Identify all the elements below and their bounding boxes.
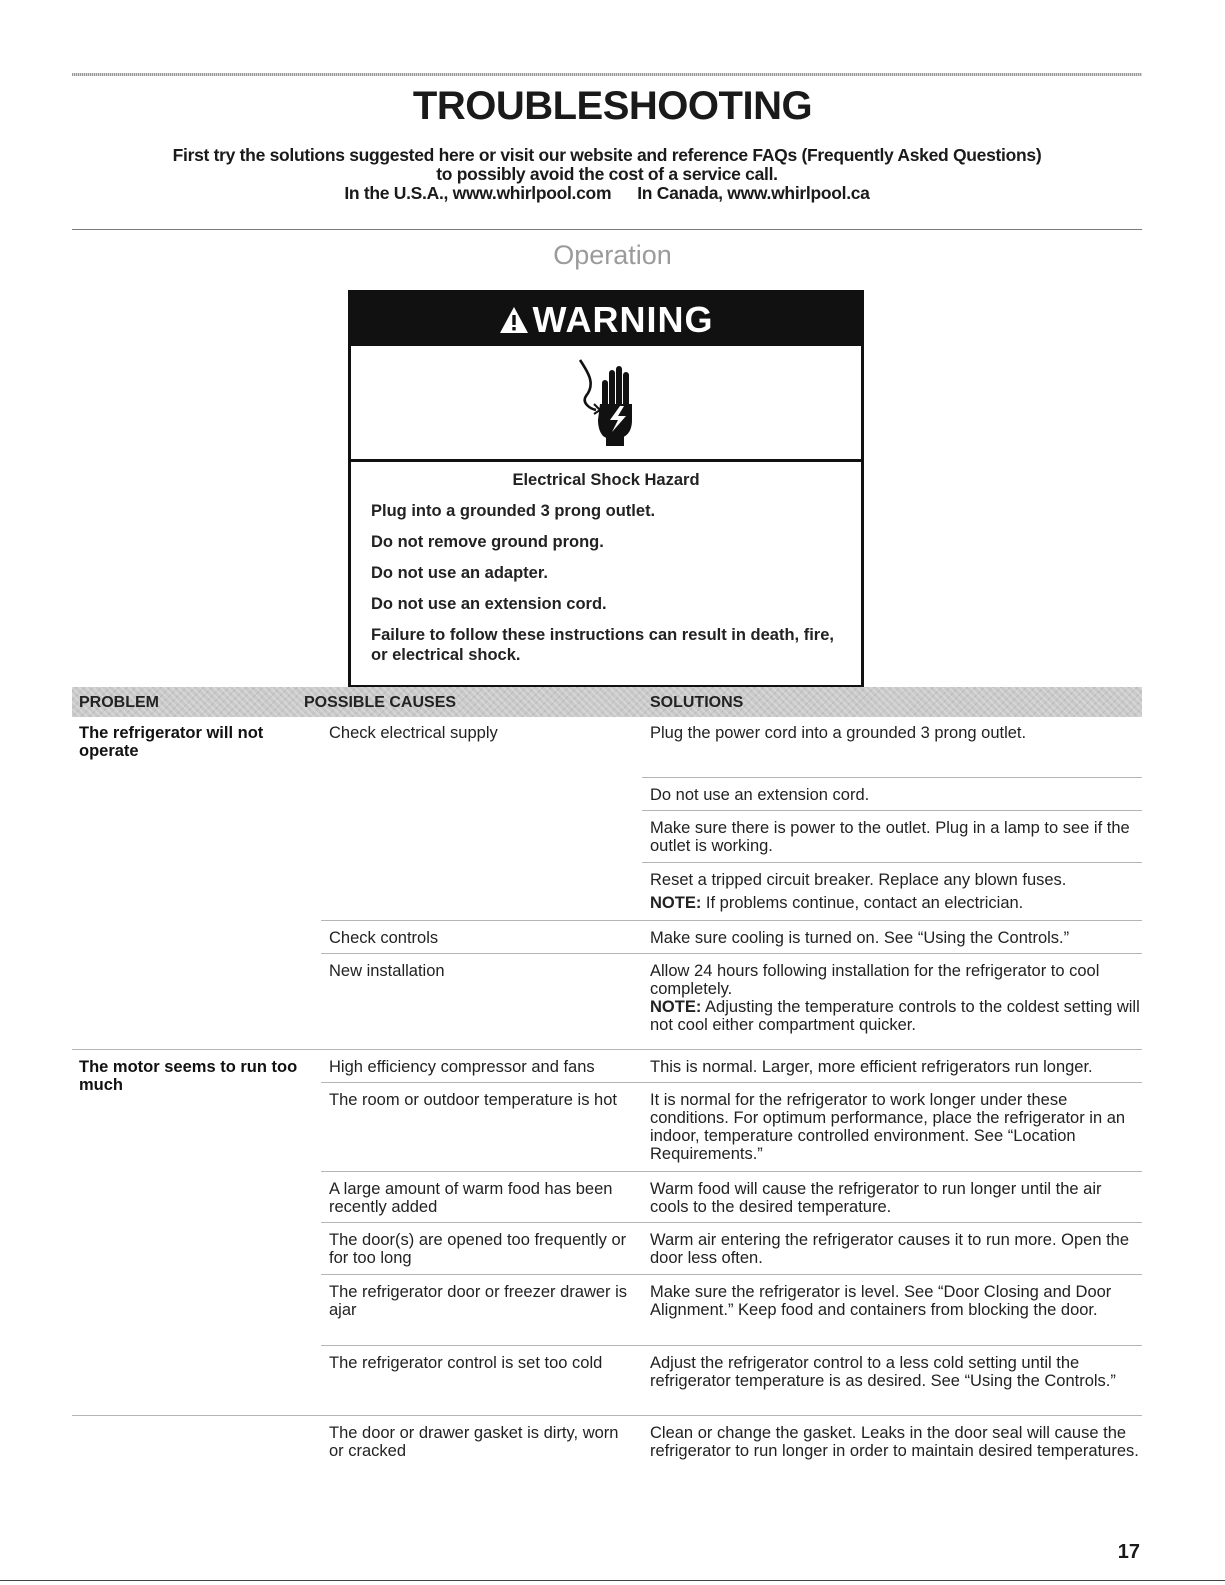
- cause-cell: The refrigerator control is set too cold: [329, 1354, 603, 1372]
- section-title: Operation: [553, 240, 672, 270]
- row-divider: [72, 1049, 1142, 1050]
- warning-line: Do not use an extension cord.: [371, 595, 607, 613]
- cause-cell: A large amount of warm food has been recently added: [329, 1180, 613, 1216]
- solution-cell: Warm food will cause the refrigerator to run longer until the air cools to the desired temperature.: [650, 1180, 1102, 1216]
- hazard-title: Electrical Shock Hazard: [512, 471, 700, 489]
- column-header-problem: PROBLEM: [79, 694, 159, 711]
- warning-heading: WARNING: [532, 299, 714, 340]
- section-divider: [72, 229, 1142, 230]
- page-number: 17: [1117, 1541, 1140, 1563]
- note-text: If problems continue, contact an electrician.: [701, 894, 1024, 912]
- usa-website-link[interactable]: In the U.S.A., www.whirlpool.com: [344, 183, 612, 203]
- cause-cell: Check electrical supply: [329, 724, 498, 742]
- row-divider: [321, 1171, 1142, 1172]
- row-divider: [321, 1274, 1142, 1275]
- row-divider: [321, 920, 1142, 921]
- row-divider: [321, 1082, 1142, 1083]
- solution-cell: [650, 962, 1140, 1034]
- solution-cell: Make sure the refrigerator is level. See “Door Closing and Door Alignment.” Keep food and containers from blocking the door.: [650, 1283, 1112, 1319]
- warning-icon-area: [351, 346, 861, 462]
- row-divider: [642, 862, 1142, 863]
- solution-cell: Do not use an extension cord.: [650, 786, 870, 804]
- solution-cell: Plug the power cord into a grounded 3 prong outlet.: [650, 724, 1027, 742]
- cause-cell: The refrigerator door or freezer drawer is ajar: [329, 1283, 628, 1319]
- warning-line: Do not use an adapter.: [371, 564, 548, 582]
- intro-line-1: First try the solutions suggested here or visit our website and reference FAQs (Frequently Asked Questions): [172, 145, 1042, 165]
- website-links: [72, 184, 1142, 203]
- solution-cell: Make sure cooling is turned on. See “Using the Controls.”: [650, 929, 1070, 947]
- column-header-possible-causes: POSSIBLE CAUSES: [304, 694, 457, 711]
- warning-header: [351, 293, 861, 346]
- solution-text: Allow 24 hours following installation for the refrigerator to cool completely.: [650, 962, 1100, 998]
- note: [650, 894, 1140, 912]
- cause-cell: The door(s) are opened too frequently or for too long: [329, 1231, 627, 1267]
- cause-cell: The room or outdoor temperature is hot: [329, 1091, 617, 1109]
- solution-cell: Make sure there is power to the outlet. Plug in a lamp to see if the outlet is working.: [650, 819, 1130, 855]
- note-text: Adjusting the temperature controls to the coldest setting will not cool either compartment quicker.: [650, 998, 1140, 1034]
- warning-body: [351, 462, 861, 665]
- bottom-rule: [0, 1580, 1225, 1581]
- column-header-solutions: SOLUTIONS: [650, 694, 744, 711]
- solution-cell: Adjust the refrigerator control to a less cold setting until the refrigerator temperature is as desired. See “Using the Controls.”: [650, 1354, 1116, 1390]
- page-title: TROUBLESHOOTING: [412, 84, 813, 128]
- warning-line: Failure to follow these instructions can result in death, fire, or electrical shock.: [371, 626, 834, 664]
- row-divider: [321, 1222, 1142, 1223]
- solution-text: Reset a tripped circuit breaker. Replace any blown fuses.: [650, 871, 1067, 889]
- warning-line: Do not remove ground prong.: [371, 533, 604, 551]
- intro-text: [72, 146, 1142, 203]
- row-divider: [321, 953, 1142, 954]
- table-header: [72, 687, 1142, 717]
- solution-cell: It is normal for the refrigerator to work longer under these conditions. For optimum performance, place the refrigerator in an indoor, temperature controlled environment. See “Location Requirements.”: [650, 1091, 1126, 1163]
- row-divider: [642, 777, 1142, 778]
- solution-cell: This is normal. Larger, more efficient refrigerators run longer.: [650, 1058, 1093, 1076]
- top-rule: [72, 73, 1142, 76]
- row-divider: [642, 810, 1142, 811]
- row-divider: [321, 1345, 1142, 1346]
- note-label: NOTE:: [650, 894, 702, 912]
- intro-line-2: to possibly avoid the cost of a service call.: [436, 164, 778, 184]
- solution-cell: [650, 871, 1140, 912]
- solution-cell: Clean or change the gasket. Leaks in the door seal will cause the refrigerator to run longer in order to maintain desired temperatures.: [650, 1424, 1139, 1460]
- cause-cell: New installation: [329, 962, 445, 980]
- warning-box: [348, 290, 864, 688]
- canada-website-link[interactable]: In Canada, www.whirlpool.ca: [637, 183, 870, 203]
- warning-triangle-icon: [499, 295, 529, 349]
- electrical-shock-hand-icon: [578, 358, 638, 448]
- note: [650, 998, 1140, 1034]
- cause-cell: High efficiency compressor and fans: [329, 1058, 595, 1076]
- row-divider: [72, 1415, 1142, 1416]
- problem-cell: The refrigerator will not operate: [79, 724, 264, 760]
- note-label: NOTE:: [650, 998, 702, 1016]
- cause-cell: The door or drawer gasket is dirty, worn or cracked: [329, 1424, 619, 1460]
- problem-cell: The motor seems to run too much: [79, 1058, 298, 1094]
- solution-cell: Warm air entering the refrigerator causes it to run more. Open the door less often.: [650, 1231, 1130, 1267]
- warning-line: Plug into a grounded 3 prong outlet.: [371, 502, 656, 520]
- cause-cell: Check controls: [329, 929, 439, 947]
